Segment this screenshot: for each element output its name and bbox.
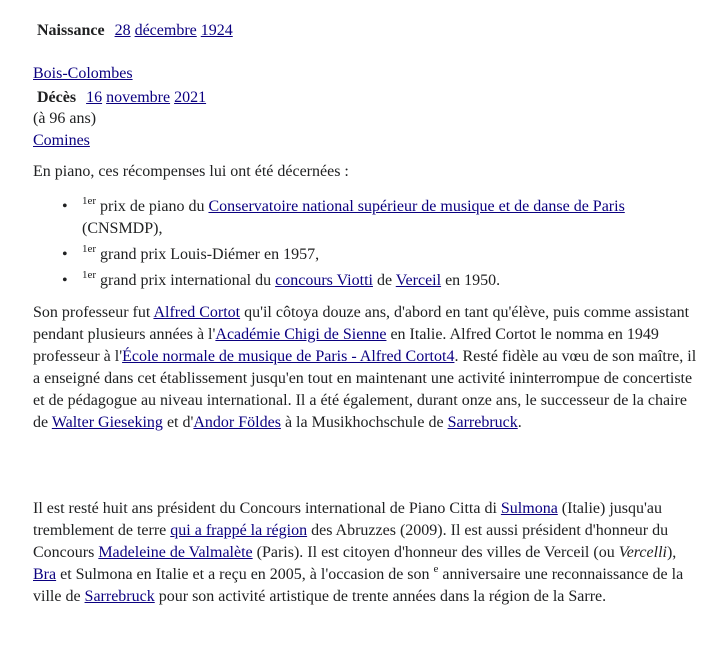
bra-link[interactable]: Bra: [33, 566, 57, 583]
birth-day-link[interactable]: 28: [114, 22, 131, 39]
paragraph-teacher: Son professeur fut Alfred Cortot qu'il côtoya douze ans, d'abord en tant qu'élève, puis comme assistant pendant plusieurs années à l'Académie Chigi de Sienne en Italie. Alfred Cortot le nomma en 1949 professeur à l'École normale de musique de Paris - Alfred Cortot4. Resté fidèle au vœu de son maître, il a enseigné dans cet établissement jusqu'en tout en maintenant une activité ininterrompue de concertiste et de pédagogue au niveau international. Il a été également, durant onze ans, le successeur de la chaire de Walter Gieseking et d'Andor Földes à la Musikhochschule de Sarrebruck.: [33, 304, 697, 431]
death-place-row: [33, 130, 90, 152]
concours-viotti-link[interactable]: concours Viotti: [275, 272, 373, 289]
award-item-2: • $^{1er}$ grand prix Louis-Diémer en 1957,: [82, 244, 693, 266]
paragraph-honours: Il est resté huit ans président du Concours international de Piano Citta di Sulmona (Italie) jusqu'au tremblement de terre qui a frappé la région des Abruzzes (2009). Il est aussi président d'honneur du Concours Madeleine de Valmalète (Paris). Il est citoyen d'honneur des villes de Verceil (ou Vercelli), Bra et Sulmona en Italie et a reçu en 2005, à l'occasion de son $^e$ anniversaire une reconnaissance de la ville de Sarrebruck pour son activité artistique de trente années dans la région de la Sarre.: [33, 500, 684, 605]
birth-label: Naissance: [37, 22, 105, 39]
walter-gieseking-link[interactable]: Walter Gieseking: [51, 414, 163, 431]
alfred-cortot-link[interactable]: Alfred Cortot: [153, 304, 241, 321]
sulmona-link[interactable]: Sulmona: [500, 500, 558, 517]
birth-year-link[interactable]: 1924: [200, 22, 233, 39]
age-text: (à 96 ans): [33, 110, 97, 127]
earthquake-link[interactable]: qui a frappé la région: [170, 522, 308, 539]
award-item-1: • $^{1er}$ prix de piano du Conservatoire national supérieur de musique et de danse de Paris (CNSMDP),: [82, 196, 693, 240]
award-item-3: • $^{1er}$ grand prix international du concours Viotti de Verceil en 1950.: [82, 270, 693, 292]
verceil-link[interactable]: Verceil: [395, 272, 442, 289]
birth-place-row: [33, 63, 133, 85]
death-month-link[interactable]: novembre: [106, 89, 171, 106]
death-day-link[interactable]: 16: [86, 89, 103, 106]
andor-foldes-link[interactable]: Andor Földes: [193, 414, 281, 431]
death-year-link[interactable]: 2021: [174, 89, 207, 106]
death-row: [37, 87, 206, 109]
awards-intro: En piano, ces récompenses lui ont été décernées :: [33, 163, 349, 180]
academie-chigi-link[interactable]: Académie Chigi de Sienne: [215, 326, 387, 343]
birth-place-link[interactable]: Bois-Colombes: [33, 65, 133, 82]
birth-month-link[interactable]: décembre: [134, 22, 197, 39]
awards-list-wrap: [33, 196, 693, 292]
sarrebruck-link-1[interactable]: Sarrebruck: [447, 414, 518, 431]
sarrebruck-link-2[interactable]: Sarrebruck: [84, 588, 155, 605]
death-label: Décès: [37, 89, 77, 106]
birth-row: [37, 20, 233, 42]
madeleine-valmalete-link[interactable]: Madeleine de Valmalète: [98, 544, 253, 561]
death-place-link[interactable]: Comines: [33, 132, 90, 149]
ecole-normale-link[interactable]: École normale de musique de Paris - Alfred Cortot4: [122, 348, 455, 365]
cnsmdp-link[interactable]: Conservatoire national supérieur de musique et de danse de Paris: [208, 198, 625, 215]
awards-list: [33, 196, 693, 292]
